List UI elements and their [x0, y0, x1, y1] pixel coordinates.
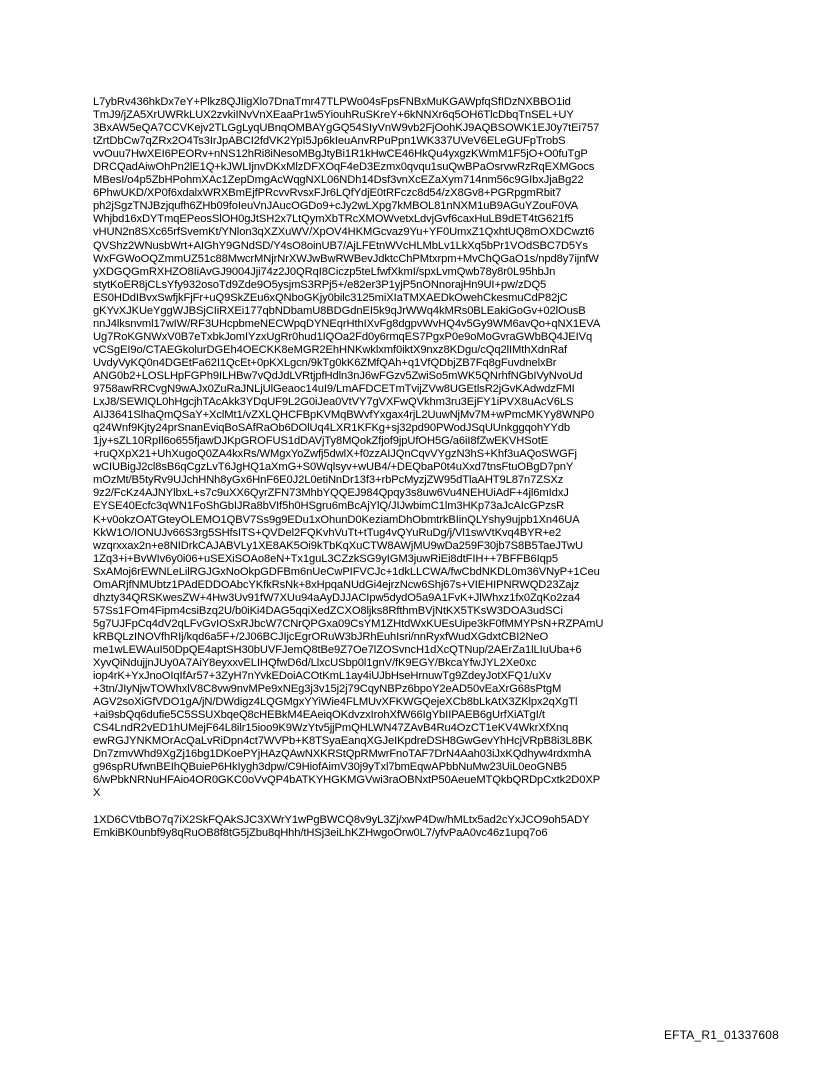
text-line: ewRGJYNKMOrAcQaLvRiDpn4ct7WVPb+K8TSyaEanqXGJeIKpdreDSH8GwGevYhHcjVRpB8i3L8BK — [93, 735, 593, 748]
text-line: 6PhwUKD/XP0f6xdalxWRXBmEjfPRcvvRvsxFJr6LQfYdjE0tRFczc8d54/zX8Gv8+PGRpgmRbit7 — [93, 187, 562, 200]
text-line: KkW1O/IONUJv66S3rg5SHfsITS+QVDel2FQKvhVuTt+tTug4vQYuRuDg/j/Vl1swVtKvq4BYR+e2 — [93, 526, 562, 539]
text-line: QVShz2WNusbWrt+AIGhY9GNdSD/Y4sO8oinUB7/AjLFEtnWVcHLMbLv1LkXq5bPr1VOdSBC7D5Ys — [93, 239, 588, 252]
text-line: vCSgEI9o/CTAEGkolurDGEh4OECKK8eMGR2EhHNKwklxmf0iktX9nxz8KDgu/cQq2lIMthXdnRaf — [93, 343, 568, 356]
text-line: dhzty34QRSKwesZW+4Hw3Uv91fW7XUu94aAyDJJACIpw5dydO5a9A1FvK+JlWhxz1fx0ZqKo2za4 — [93, 591, 581, 604]
text-line: +3tn/JIyNjwTOWhxlV8C8vw9nvMPe9xNEg3j3v15j2j79CqyNBPz6bpoY2eAD50vEaXrG68sPtgM — [93, 683, 562, 696]
text-line: +ai9sbQq6dufie5C5SSUXbqeQ8cHEBkM4EAeiqOKdvzxIrohXfW66IgYbIIPAEB6gUrfXiATgI/t — [93, 709, 545, 722]
text-line: Dn7zmvWhd9XgZj16bg1DKoePYjHAzQAwNXKRStQpRMwrFnoTAF7DrN4Aah03iJxKQdhyw4rdxmhA — [93, 748, 592, 761]
text-line: 1jy+sZL10RpIl6o655fjawDJKpGROFUS1dDAVjTy8MQokZfjof9jpUfOH5G/a6iI8fZwEKVHSotE — [93, 435, 549, 448]
text-line: UvdyVyKQ0n4DGEtFa62I1QcEt+0pKXLgcn/9kTg0kK6ZMfQAh+q1VfQDbjZB7Fq8gFuvdnelxBr — [93, 356, 557, 369]
text-line: g96spRUfwnBEIhQBuieP6HkIygh3dpw/C9HiofAimV30j9yTxl7bmEqwAPbbNuMw23UiL0eoGNB5 — [93, 761, 567, 774]
text-line: 5g7UJFpCq4dV2qLFvGvIOSxRJbcW7CNrQPGxa09CsYM1ZHtdWxKUEsUipe3kF0fMMYPsN+RZPAmU — [93, 617, 604, 630]
text-line: ANG0b2+LOSLHpFGPh9ILHBw7vQdJdLVRtjpfHdln3nJ6wFGzv5ZwiSo5mWK5QNrhfNGbIVyNvoUd — [93, 369, 583, 382]
text-line: CS4LndR2vED1hUMejF64L8ilr15ioo9K9WzYtv5jjPmQHLWN47ZAvB4Ru4OzCT1eKV4WkrXfXnq — [93, 722, 569, 735]
text-line: ES0HDdIBvxSwfjkFjFr+uQ9SkZEu6xQNboGKjy0bilc3125miXIaTMXAEDkOwehCkesmuCdP82jC — [93, 291, 568, 304]
text-line: q24Wnf9Kjty24prSnanEviqBoSAfRaOb6DOlUq4LXR1KFKg+sj32pd90PWodJSqUUnkggqohYYdb — [93, 422, 570, 435]
text-line: 3BxAW5eQA7CCVKejv2TLGgLyqUBnqOMBAYgGQ54SIyVnW9vb2FjOohKJ9AQBSOWK1EJ0y7tEi757 — [93, 122, 600, 135]
text-line: EmkiBK0unbf9y8qRuOB8f8tG5jZbu8qHhh/tHSj3eiLhKZHwgoOrw0L7/yfvPaA0vc46z1upq7o6 — [93, 826, 548, 839]
text-line: MBesI/o4p5ZbHPohmXAc1ZepDmgAcWqgNXL06NDh14Dsf3vnXcEZaXym714nm56c9GIbxJjaBg22 — [93, 174, 584, 187]
text-line: DRCQadAiwOhPn2lE1Q+kJWLIjnvDKxMlzDFXOqF4eD3Ezmx0qvqu1suQwBPaOsrvwRzRqEXMGocs — [93, 161, 595, 174]
text-line: 9758awRRCvgN9wAJx0ZuRaJNLjUlGeaoc14uI9/LmAFDCETmTvijZVw8UGEtlsR2jGvKAdwdzFMI — [93, 383, 575, 396]
text-line: stytKoER8jCLsYfy932osoTd9Zde9O5ysjmS3RPj5+/e82er3P1yjP5nONnorajHn9UI+pw/zDQ5 — [93, 278, 547, 291]
text-line: AGV2soXiGfVDO1gA/jN/DWdigz4LQGMgxYYiWie4FLMUvXFKWGQejeXCb8bLkAtX3ZKlpx2qXgTl — [93, 696, 578, 709]
text-line: OmARjfNMUbtz1PAdEDDOAbcYKfkRsNk+8xHpqaNUdGi4ejrzNcw6Shj67s+VIEHIPNRWQD23Zajz — [93, 578, 580, 591]
text-line: ph2jSgzTNJBzjqufh6ZHb09foIeuVnJAucOGDo9+cJy2wLXpg7kMBOL81nNXM1uB9AGuYZouF0VA — [93, 200, 579, 213]
text-line: TmJ9/jZA5XrUWRkLUX2zvkiINvVnXEaaPr1w5YiouhRuSKreY+6kNNXr6q5OH6TlcDbqTnSEL+UY — [93, 109, 574, 122]
text-line: L7ybRv436hkDx7eY+Plkz8QJIigXlo7DnaTmr47TLPWo04sFpsFNBxMuKGAWpfqSfIDzNXBBO1id — [93, 96, 571, 108]
text-line: 57Ss1FOm4Fipm4csiBzq2U/b0iKi4DAG5qqiXedZCXO8ljks8RfthmBVjNtKX5TKsW3DOA3udSCi — [93, 604, 563, 617]
text-line: nnJ4lksnvml17wIW/RF3UHcpbmeNECWpqDYNEqrHthIXvFg8dgpvWvHQ4v5Gy9WM6avQo+qNX1EVA — [93, 317, 601, 330]
text-line: yXDGQGmRXHZO8IiAvGJ9004Jji74z2J0QRqI8Ciczp5teLfwfXkmI/spxLvmQwb78y8r0L95hbJn — [93, 265, 556, 278]
text-line: vvOuu7HwXEI6PEORv+nNS12hRi8iNesoMBgJtyBi1R1kHwCE46HkQu4yxgzKWmM1F5jO+O0fuTgP — [93, 148, 588, 161]
text-line: Ug7RoKGNWxV0B7eTxbkJomIYzxUgRr0hud1IQOa2Fd0y6rmqES7PgxP0e9oMoGvraGWbBQ4JEIVq — [93, 330, 593, 343]
document-id-footer: EFTA_R1_01337608 — [663, 1028, 779, 1042]
text-line: wzqrxxax2n+e8NIDrkCAJABVLy1XE8AK5Oi9kTbKqXuCTW8AWjMU9wDa259F30jb7S8B5TaeJTwU — [93, 539, 583, 552]
text-line: wCIUBigJ2cl8sB6qCgzLvT6JgHQ1aXmG+S0Wqlsyv+wUB4/+DEQbaP0t4uXxd7tnsFtuOBgD7pnY — [93, 461, 574, 474]
text-line: me1wLEWAuI50DpQE4aptSH30bUVFJemQ8tBe9Z7Oe7lZOSvncH1dXcQTNup/2AErZa1lLIuUba+6 — [93, 643, 582, 656]
text-line: X — [93, 787, 101, 800]
text-line: Whjbd16xDYTmqEPeosSlOH0gJtSH2x7LtQymXbTRcXMOWvetxLdvjGvf6caxHuLB9dET4tG621f5 — [93, 213, 574, 226]
text-line: LxJ8/SEWIQL0hHgcjhTAcAkk3YDqUF9L2G0iJea0VtVY7gVXFwQVkhm3ru3EjFY1iPVX8uAcV6LS — [93, 396, 574, 409]
text-line: mOzMt/B5tyRv9UJchHNh8yGx6HnF6E0J2L0etiNnDr13f3+rbPcMyzjZW95dTlaAHT9L87n7ZSXz — [93, 474, 564, 487]
text-line: 1XD6CVtbBO7q7iX2SkFQAkSJC3XWrY1wPgBWCQ8v9yL3Zj/xwP4Dw/hMLtx5ad2cYxJCO9oh5ADY — [93, 813, 590, 826]
text-line: K+v0okzOATGteyOLEMO1QBV7Ss9g9EDu1xOhunD0KeziamDhObmtrkBIinQLYshy9ujpb1Xn46UA — [93, 513, 580, 526]
text-line: WxFGWoOQZmmUZ51c88MwcrMNjrNrXWJwBwRWBevJdktcChPMtxrpm+MvChQGaO1s/npd8y7ijnfW — [93, 252, 599, 265]
text-line: SxAMoj6rEWNLeLilRGJGxNoOkpGDFBm6nUeCwPIFVCJc+1dkLLCWA/fwCbdNKDL0m36VNyP+1Ceu — [93, 565, 600, 578]
text-line: EYSE40Ecfc3qWN1FoShGbIJRa8bVIf5h0HSgru6mBcAjYlQ/JIJwbimC1lm3HKp73aJcAIcGPzsR — [93, 500, 565, 513]
text-line: AIJ3641SlhaQmQSaY+XclMt1/vZXLQHCFBpKVMqBWvfYxgax4rjL2UuwNjMv7M+wPmcMKYy8WNP0 — [93, 409, 594, 422]
text-line: vHUN2n8SXc65rfSvemKt/YNlon3qXZXuWV/XpOV4HKMGcvaz9Yu+YF0UmxZ1QxhtUQ8mOXDCwzt6 — [93, 226, 595, 239]
text-line: 9z2/FcKz4AJNYlbxL+s7c9uXX6QyrZFN73MhbYQQEJ984Qpqy3s8uw6Vu4NEHUiAdF+4jl6mIdxJ — [93, 487, 569, 500]
text-line: gKYvXJKUeYggWJBSjCIiRXEi177qbNDbamU8BDGdnEI5k9qJrWWq4kMRs0BLEakiGoGv+02lOusB — [93, 304, 586, 317]
text-line: XyvQiNdujjnJUy0A7AiY8eyxxvELIHQfwD6d/LlxcUSbp0l1gnV/fK9EGY/BkcaYfwJYL2Xe0xc — [93, 657, 537, 670]
encoded-text-block — [93, 96, 733, 840]
text-line: kRBQLzINOVfhRIj/kqd6a5F+/2J06BCJIjcEgrORuW3bJRhEuhIsri/nnRyxfWudXGdxtCBI2NeO — [93, 630, 549, 643]
text-line: tZrtDbCw7qZRx2O4Ts3IrJpABCI2fdVK2YpI5Jp6kIeuAnvRPuPpn1WK337UVeV6ELeGUFpTrobS — [93, 135, 566, 148]
paragraph-gap — [93, 801, 733, 814]
text-line: 6/wPbkNRNuHFAio4OR0GKC0oVvQP4bATKYHGKMGVwi3raOBNxtP50AeueMTQkbQRDpCxtk2D0XP — [93, 774, 601, 787]
text-line: iop4rK+YxJnoOIqIfAr57+3ZyH7nYvkEDoiACOtKmL1ay4iUJbHseHrnuwTg9ZdeyJotXFQ1/uXv — [93, 670, 552, 683]
text-line: 1Zq3+i+BvWIv6y0i06+uSEXiSOAo8eN+Tx1guL3CZzkSG9yIGM3juwRiEi8dtFIH++7BFFB6Iqp5 — [93, 552, 558, 565]
text-line: +ruQXpX21+UhXugoQ0ZA4kxRs/WMgxYoZwfj5dwlX+f0zzAIJQnCqvVYgzN3hS+Khf3uAQoSWGFj — [93, 448, 577, 461]
